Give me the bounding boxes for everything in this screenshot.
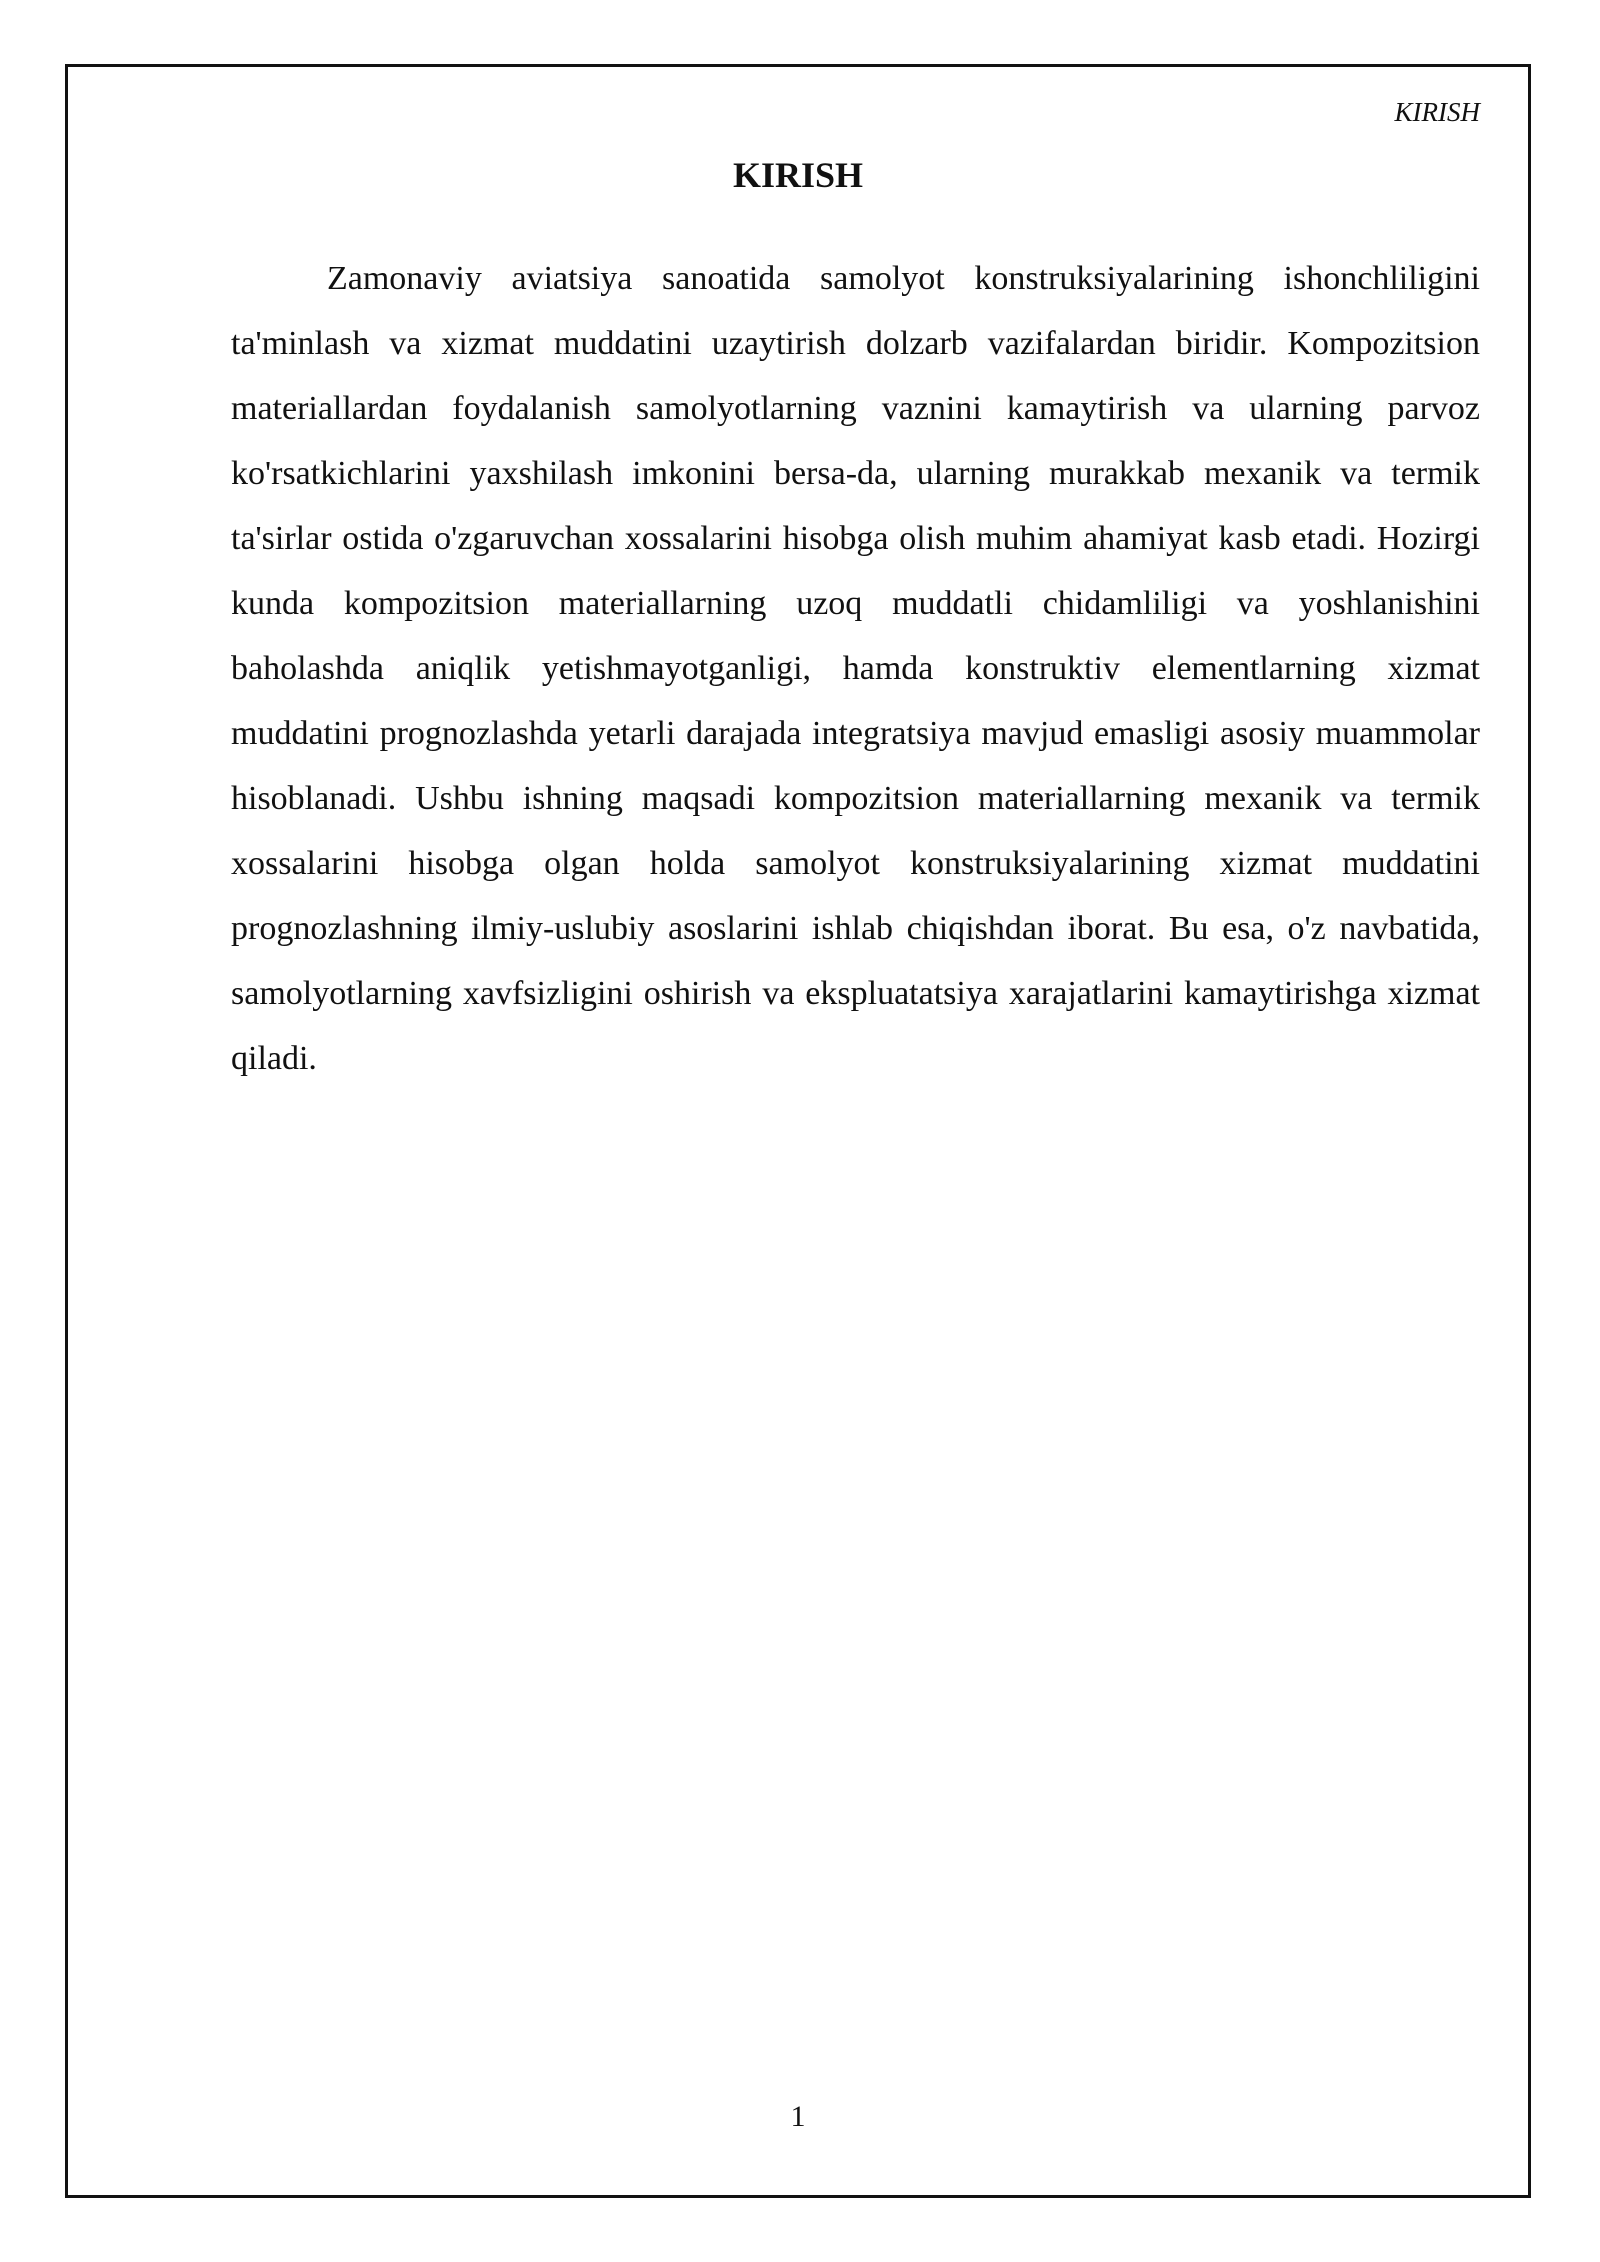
page-title: KIRISH bbox=[732, 155, 864, 195]
body-paragraph: Zamonaviy aviatsiya sanoatida samolyot konstruksiyalarining ishonchliligini ta'minlash va xizmat muddatini uzaytirish dolzarb vazifalardan biridir. Kompozitsion materiallardan foydalanish samolyotlarning vaznini kamaytirish va ularning parvoz ko'rsatkichlarini yaxshilash imkonini bersa-da, ularning murakkab mexanik va termik ta'sirlar ostida o'zgaruvchan xossalarini hisobga olish muhim ahamiyat kasb etadi. Hozirgi kunda kompozitsion materiallarning uzoq muddatli chidamliligi va yoshlanishini baholashda aniqlik yetishmayotganligi, hamda konstruktiv elementlarning xizmat muddatini prognozlashda yetarli darajada integratsiya mavjud emasligi asosiy muammolar hisoblanadi. Ushbu ishning maqsadi kompozitsion materiallarning mexanik va termik xossalarini hisobga olgan holda samolyot konstruksiyalarining xizmat muddatini prognozlashning ilmiy-uslubiy asoslarini ishlab chiqishdan iborat. Bu esa, o'z navbatida, samolyotlarning xavfsizligini oshirish va ekspluatatsiya xarajatlarini kamaytirishga xizmat qiladi. bbox=[231, 260, 1480, 1077]
page-number: 1 bbox=[790, 2100, 806, 2133]
page-border bbox=[65, 64, 1531, 2198]
running-header: KIRISH bbox=[1394, 97, 1480, 127]
